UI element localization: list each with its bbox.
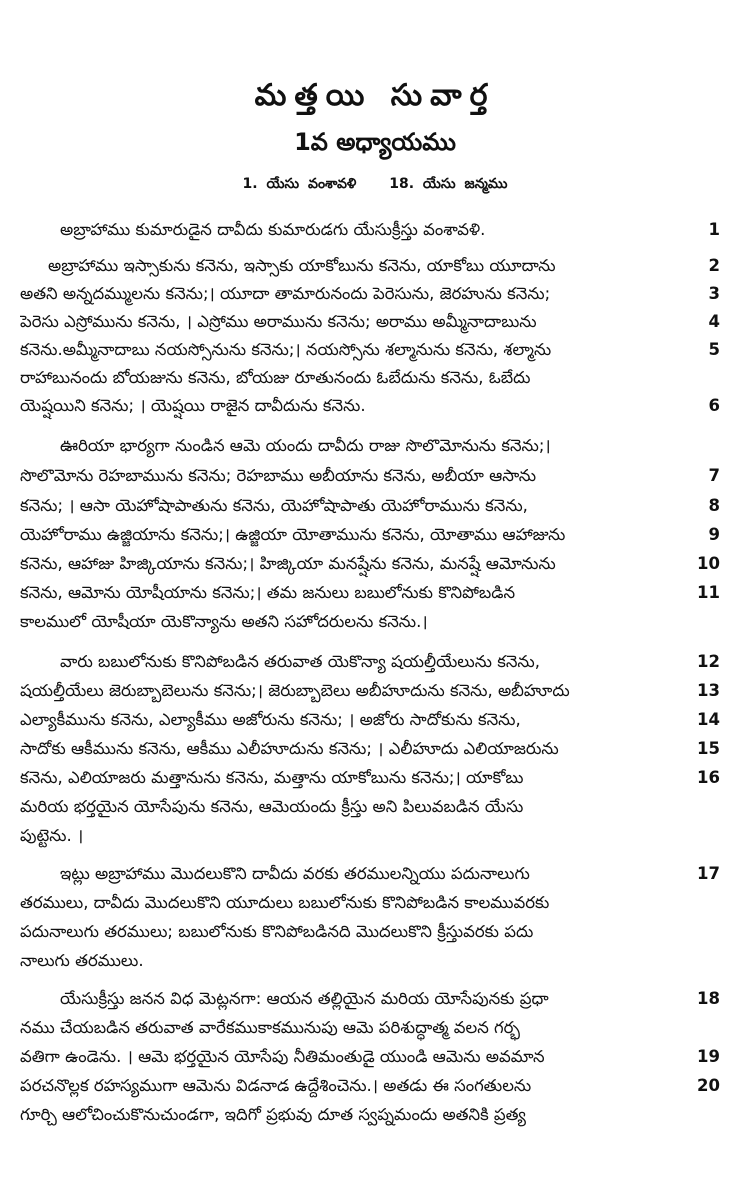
verse-line: యెష్షయిని కనెను; । యెష్షయి రాజైన దావీదును కనెను. 6: [20, 392, 720, 420]
verse-line: కనెను, ఆమోను యోషీయాను కనెను;। తమ జనులు బబులోనుకు కొనిపోబడిన 11: [20, 579, 720, 607]
verse-line: పుట్టెను. ।: [20, 826, 84, 845]
verse-line: పరచనొల్లక రహస్యముగా ఆమెను విడనాడ ఉద్దేశించెను.। అతడు ఈ సంగతులను 20: [20, 1072, 720, 1100]
verse-line: కనెను, ఎలియాజరు మత్తానును కనెను, మత్తాను యాకోబును కనెను;। యాకోబు 16: [20, 764, 720, 792]
verse-line: కనెను; । ఆసా యెహోషాపాతును కనెను, యెహోషాపాతు యెహోరామును కనెను, 8: [20, 492, 720, 520]
verse-line: సాదోకు ఆకీమును కనెను, ఆకీము ఎలీహూదును కనెను; । ఎలీహూదు ఎలియాజరును 15: [20, 735, 720, 763]
verse-number: 9: [708, 525, 720, 544]
section-index-item: 18. యేసు జన్మము: [389, 176, 508, 192]
verse-line: కనెను, ఆహాజు హిజ్కియాను కనెను;। హిజ్కియా మనష్షేను కనెను, మనష్షే ఆమోనును 10: [20, 550, 720, 578]
section-index: [0, 176, 750, 195]
verse-line: వతిగా ఉండెను. । ఆమె భర్తయైన యోసేపు నీతిమంతుడై యుండి ఆమెను అవమాన 19: [20, 1043, 720, 1071]
verse-line: గూర్చి ఆలోచించుకొనుచుండగా, ఇదిగో ప్రభువు దూత స్వప్నమందు అతనికి ప్రత్య: [20, 1105, 526, 1124]
verse-line: కాలములో యోషీయా యెకొన్యాను అతని సహోదరులను కనెను.।: [20, 612, 428, 631]
verse-number: 12: [697, 652, 720, 671]
book-title: మత్తయి సువార్త: [254, 78, 496, 113]
verse-line: నాలుగు తరములు.: [20, 951, 144, 970]
section-index-item: 1. యేసు వంశావళి: [242, 176, 357, 192]
verse-number: 15: [697, 739, 720, 758]
verse-number: 4: [708, 312, 720, 331]
verse-number: 10: [697, 554, 720, 573]
verse-line: ఎల్యాకీమును కనెను, ఎల్యాకీము అజోరును కనెను; । అజోరు సాదోకును కనెను, 14: [20, 706, 720, 734]
verse-number: 13: [697, 681, 720, 700]
verse-line: కనెను.అమ్మీనాదాబు నయస్సోనును కనెను;। నయస్సోను శల్మానును కనెను, శల్మాను 5: [20, 336, 720, 364]
verse-number: 19: [697, 1047, 720, 1066]
verse-number: 14: [697, 710, 720, 729]
verse-number: 3: [708, 284, 720, 303]
verse-number: 7: [708, 466, 720, 485]
verse-line: షయల్తీయేలు జెరుబ్బాబెలును కనెను;। జెరుబ్బాబెలు అబీహూదును కనెను, అబీహూదు 13: [20, 677, 720, 705]
verse-line: యెహోరాము ఉజ్జియాను కనెను;। ఉజ్జియా యోతామును కనెను, యోతాము ఆహాజును 9: [20, 521, 720, 549]
verse-number: 6: [708, 396, 720, 415]
verse-line: నము చేయబడిన తరువాత వారేకముకాకమునుపు ఆమె పరిశుద్ధాత్మ వలన గర్భ: [20, 1018, 520, 1037]
verse-line: ఇట్లు అబ్రాహాము మొదలుకొని దావీదు వరకు తరములన్నియు పదునాలుగు 17: [20, 860, 720, 888]
verse-line: అబ్రాహాము కుమారుడైన దావీదు కుమారుడగు యేసుక్రీస్తు వంశావళి. 1: [20, 216, 720, 244]
verse-number: 18: [697, 989, 720, 1008]
verse-number: 1: [708, 220, 720, 239]
verse-number: 17: [697, 864, 720, 883]
verse-line: యేసుక్రీస్తు జనన విధ మెట్లనగా: ఆయన తల్లియైన మరియ యోసేపునకు ప్రధా 18: [20, 985, 720, 1013]
verse-line: పెరెసు ఎస్రోమును కనెను, । ఎస్రోము అరామును కనెను; అరాము అమ్మీనాదాబును 4: [20, 308, 720, 336]
chapter-heading: 1వ అధ్యాయము: [294, 128, 456, 156]
verse-line: పదునాలుగు తరములు; బబులోనుకు కొనిపోబడినది మొదలుకొని క్రీస్తువరకు పదు: [20, 922, 534, 941]
verse-line: అబ్రాహాము ఇస్సాకును కనెను, ఇస్సాకు యాకోబును కనెను, యాకోబు యూదాను 2: [20, 252, 720, 280]
verse-line: సొలొమోను రెహబామును కనెను; రెహబాము అబీయాను కనెను, అబీయా ఆసాను 7: [20, 462, 720, 490]
verse-number: 20: [697, 1076, 720, 1095]
verse-line: అతని అన్నదమ్ములను కనెను;। యూదా తామారునందు పెరెసును, జెరహును కనెను; 3: [20, 280, 720, 308]
verse-number: 11: [697, 583, 720, 602]
verse-line: ఊరియా భార్యగా నుండిన ఆమె యందు దావీదు రాజు సొలొమోనును కనెను;।: [60, 436, 551, 455]
verse-line: తరములు, దావీదు మొదలుకొని యూదులు బబులోనుకు కొనిపోబడిన కాలమువరకు: [20, 893, 550, 912]
verse-number: 5: [708, 340, 720, 359]
verse-number: 16: [697, 768, 720, 787]
verse-line: మరియ భర్తయైన యోసేపును కనెను, ఆమెయందు క్రీస్తు అని పిలువబడిన యేసు: [20, 797, 524, 816]
verse-line: వారు బబులోనుకు కొనిపోబడిన తరువాత యెకొన్యా షయల్తీయేలును కనెను, 12: [20, 648, 720, 676]
verse-line: రాహాబునందు బోయజును కనెను, బోయజు రూతునందు ఓబేదును కనెను, ఓబేదు: [20, 368, 531, 387]
verse-number: 8: [708, 496, 720, 515]
verse-number: 2: [708, 256, 720, 275]
